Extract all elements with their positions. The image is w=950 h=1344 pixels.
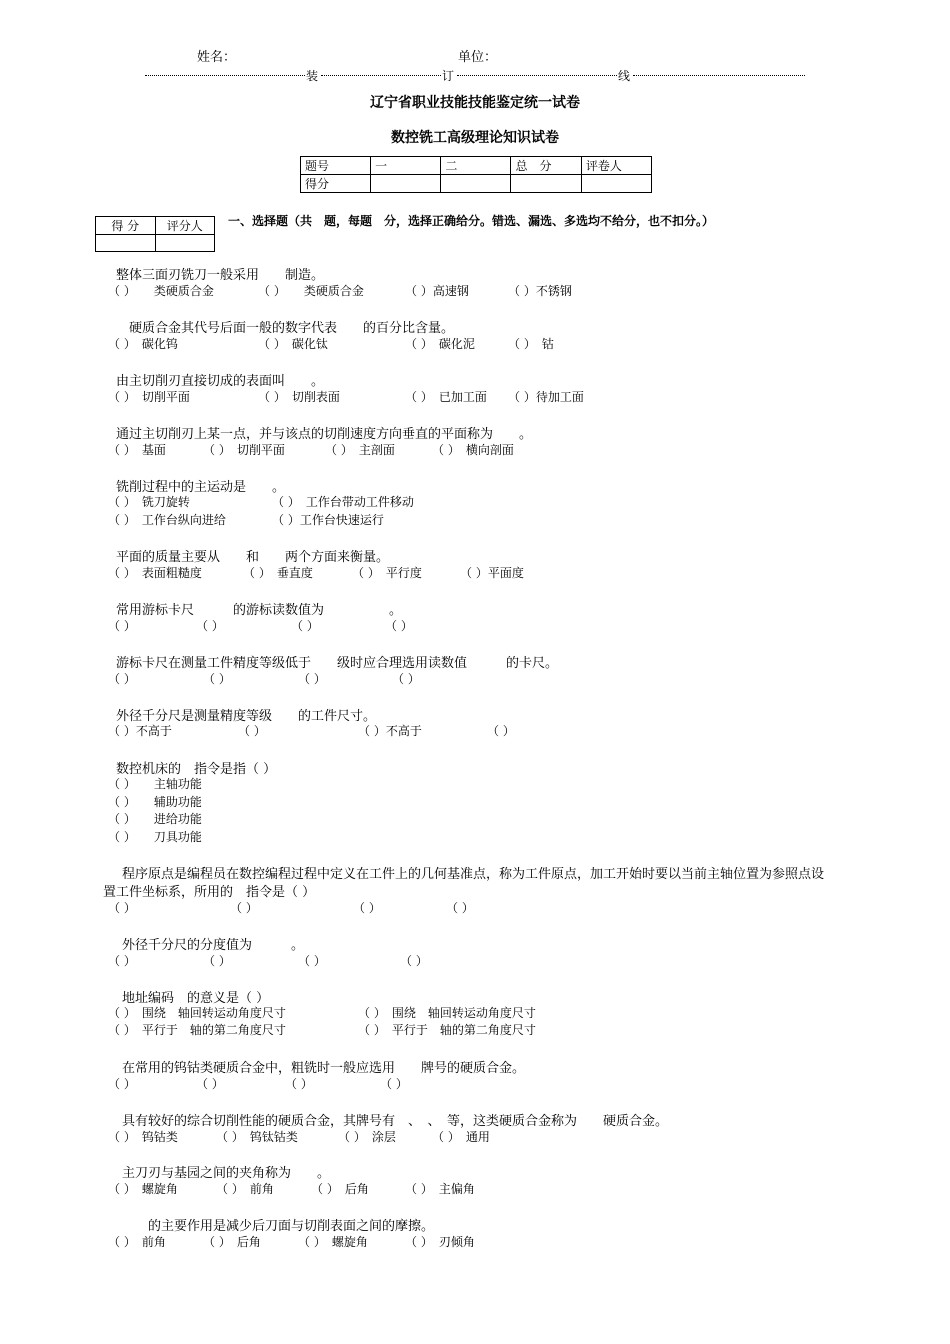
question-stem: 程序原点是编程员在数控编程过程中定义在工件上的几何基准点，称为工件原点，加工开始时要以当前主轴位置为参照点设 xyxy=(122,867,825,882)
score-row-label: 得分 xyxy=(301,175,371,193)
answer-option[interactable]: （ ） xyxy=(446,901,474,915)
answer-option[interactable]: （ ） xyxy=(196,1077,224,1091)
answer-option[interactable]: （ ） 工作台纵向进给 xyxy=(108,513,226,527)
answer-option[interactable]: （ ） 钴 xyxy=(508,337,554,351)
answer-option[interactable]: （ ） 表面粗糙度 xyxy=(108,566,202,580)
question-stem: 具有较好的综合切削性能的硬质合金，其牌号有 、 、 等，这类硬质合金称为 硬质合金。 xyxy=(122,1114,669,1129)
answer-option[interactable]: （ ） xyxy=(285,1077,313,1091)
answer-option[interactable]: （ ） 已加工面 xyxy=(405,390,487,404)
answer-option[interactable]: （ ） xyxy=(196,619,224,633)
binding-mark-3: 线 xyxy=(618,69,631,83)
answer-option[interactable]: （ ） xyxy=(385,619,413,633)
score-table-header-row xyxy=(301,157,652,175)
answer-option[interactable]: （ ） 前角 xyxy=(216,1182,274,1196)
answer-option[interactable]: （ ） 刃倾角 xyxy=(405,1235,475,1249)
question-stem: 通过主切削刃上某一点，并与该点的切削速度方向垂直的平面称为 。 xyxy=(116,427,533,442)
answer-option[interactable]: （ ）平面度 xyxy=(460,566,524,580)
answer-option[interactable]: （ ） 刀具功能 xyxy=(108,830,202,844)
answer-option[interactable]: （ ）待加工面 xyxy=(508,390,584,404)
question-stem: 的主要作用是减少后刀面与切削表面之间的摩擦。 xyxy=(122,1219,435,1234)
answer-option[interactable]: （ ） xyxy=(353,901,381,915)
score-cell[interactable] xyxy=(511,175,581,193)
grader-score-cell[interactable] xyxy=(96,235,156,252)
grader-score-label: 得 分 xyxy=(96,217,156,235)
answer-option[interactable]: （ ） xyxy=(108,619,136,633)
score-header-cell: 题号 xyxy=(301,157,371,175)
answer-option[interactable]: （ ） 垂直度 xyxy=(243,566,313,580)
score-table-row xyxy=(301,175,652,193)
question-stem: 硬质合金其代号后面一般的数字代表 的百分比含量。 xyxy=(116,321,455,336)
answer-option[interactable]: （ ） xyxy=(298,672,326,686)
binding-mark-2: 订 xyxy=(442,69,455,83)
answer-option[interactable]: （ ） 主轴功能 xyxy=(108,777,202,791)
answer-option[interactable]: （ ） 切削表面 xyxy=(258,390,340,404)
answer-option[interactable]: （ ） xyxy=(108,901,136,915)
binding-mark-1: 装 xyxy=(306,69,319,83)
answer-option[interactable]: （ ）不高于 xyxy=(108,724,172,738)
answer-option[interactable]: （ ） 钨钴类 xyxy=(108,1130,178,1144)
score-header-cell: 一 xyxy=(371,157,441,175)
answer-option[interactable]: （ ） 横向剖面 xyxy=(432,443,514,457)
answer-option[interactable]: （ ） xyxy=(392,672,420,686)
name-label: 姓名： xyxy=(197,50,237,65)
answer-option[interactable]: （ ） xyxy=(108,954,136,968)
question-stem: 常用游标卡尺 的游标读数值为 。 xyxy=(116,603,403,618)
question-stem: 在常用的钨钴类硬质合金中，粗铣时一般应选用 牌号的硬质合金。 xyxy=(122,1061,526,1076)
question-stem: 平面的质量主要从 和 两个方面来衡量。 xyxy=(116,550,390,565)
answer-option[interactable]: （ ） xyxy=(298,954,326,968)
answer-option[interactable]: （ ） xyxy=(203,672,231,686)
answer-option[interactable]: （ ） 围绕 轴回转运动角度尺寸 xyxy=(108,1006,286,1020)
answer-option[interactable]: （ ） 碳化钨 xyxy=(108,337,178,351)
score-header-cell: 总 分 xyxy=(511,157,581,175)
answer-option[interactable]: （ ） 螺旋角 xyxy=(298,1235,368,1249)
answer-option[interactable]: （ ） xyxy=(380,1077,408,1091)
answer-option[interactable]: （ ） 后角 xyxy=(311,1182,369,1196)
score-cell[interactable] xyxy=(581,175,651,193)
answer-option[interactable]: （ ） 平行于 轴的第二角度尺寸 xyxy=(358,1023,536,1037)
binding-line xyxy=(145,68,805,82)
answer-option[interactable]: （ ）工作台快速运行 xyxy=(272,513,384,527)
answer-option[interactable]: （ ） xyxy=(291,619,319,633)
answer-option[interactable]: （ ） xyxy=(400,954,428,968)
answer-option[interactable]: （ ） 基面 xyxy=(108,443,166,457)
answer-option[interactable]: （ ） 类硬质合金 xyxy=(258,284,364,298)
answer-option[interactable]: （ ） 涂层 xyxy=(338,1130,396,1144)
grader-name-cell[interactable] xyxy=(155,235,215,252)
answer-option[interactable]: （ ）不高于 xyxy=(358,724,422,738)
answer-option[interactable]: （ ） 后角 xyxy=(203,1235,261,1249)
score-cell[interactable] xyxy=(441,175,511,193)
question-stem: 游标卡尺在测量工件精度等级低于 级时应合理选用读数值 的卡尺。 xyxy=(116,656,559,671)
exam-title: 辽宁省职业技能技能鉴定统一试卷 xyxy=(370,95,580,111)
section-heading: 一、选择题（共 题，每题 分，选择正确给分。错选、漏选、多选均不给分，也不扣分。） xyxy=(228,214,715,228)
unit-label: 单位： xyxy=(458,50,498,65)
answer-option[interactable]: （ ） xyxy=(238,724,266,738)
answer-option[interactable]: （ ） 平行度 xyxy=(352,566,422,580)
question-stem: 地址编码 的意义是（ ） xyxy=(122,991,270,1006)
question-stem: 数控机床的 指令是指（ ） xyxy=(116,762,277,777)
question-stem: 由主切削刃直接切成的表面叫 。 xyxy=(116,374,325,389)
answer-option[interactable]: （ ） 类硬质合金 xyxy=(108,284,214,298)
question-stem: 主刀刃与基园之间的夹角称为 。 xyxy=(122,1166,331,1181)
answer-option[interactable]: （ ） 主剖面 xyxy=(325,443,395,457)
answer-option[interactable]: （ ）高速钢 xyxy=(405,284,469,298)
answer-option[interactable]: （ ） 碳化钛 xyxy=(258,337,328,351)
grader-name-label: 评分人 xyxy=(155,217,215,235)
answer-option[interactable]: （ ）不锈钢 xyxy=(508,284,572,298)
answer-option[interactable]: （ ） 钨钛钴类 xyxy=(216,1130,298,1144)
answer-option[interactable]: （ ） xyxy=(108,672,136,686)
answer-option[interactable]: （ ） 工作台带动工件移动 xyxy=(272,495,414,509)
answer-option[interactable]: （ ） 辅助功能 xyxy=(108,795,202,809)
question-stem: 铣削过程中的主运动是 。 xyxy=(116,480,286,495)
answer-option[interactable]: （ ） 切削平面 xyxy=(108,390,190,404)
answer-option[interactable]: （ ） 前角 xyxy=(108,1235,166,1249)
answer-option[interactable]: （ ） 进给功能 xyxy=(108,812,202,826)
answer-option[interactable]: （ ） 螺旋角 xyxy=(108,1182,178,1196)
grader-box xyxy=(95,216,215,252)
question-stem: 整体三面刃铣刀一般采用 制造。 xyxy=(116,268,325,283)
answer-option[interactable]: （ ） 主偏角 xyxy=(405,1182,475,1196)
answer-option[interactable]: （ ） xyxy=(487,724,515,738)
answer-option[interactable]: （ ） 碳化泥 xyxy=(405,337,475,351)
answer-option[interactable]: （ ） 铣刀旋转 xyxy=(108,495,190,509)
answer-option[interactable]: （ ） 围绕 轴回转运动角度尺寸 xyxy=(358,1006,536,1020)
score-header-cell: 评卷人 xyxy=(581,157,651,175)
answer-option[interactable]: （ ） 切削平面 xyxy=(203,443,285,457)
question-stem: 外径千分尺的分度值为 。 xyxy=(122,938,305,953)
question-stem: 外径千分尺是测量精度等级 的工件尺寸。 xyxy=(116,709,377,724)
score-cell[interactable] xyxy=(371,175,441,193)
exam-subtitle: 数控铣工高级理论知识试卷 xyxy=(391,130,559,146)
answer-option[interactable]: （ ） xyxy=(203,954,231,968)
score-table xyxy=(300,156,652,193)
answer-option[interactable]: （ ） xyxy=(230,901,258,915)
question-stem: 置工件坐标系，所用的 指令是（ ） xyxy=(103,885,316,900)
answer-option[interactable]: （ ） 平行于 轴的第二角度尺寸 xyxy=(108,1023,286,1037)
answer-option[interactable]: （ ） xyxy=(108,1077,136,1091)
answer-option[interactable]: （ ） 通用 xyxy=(432,1130,490,1144)
score-header-cell: 二 xyxy=(441,157,511,175)
